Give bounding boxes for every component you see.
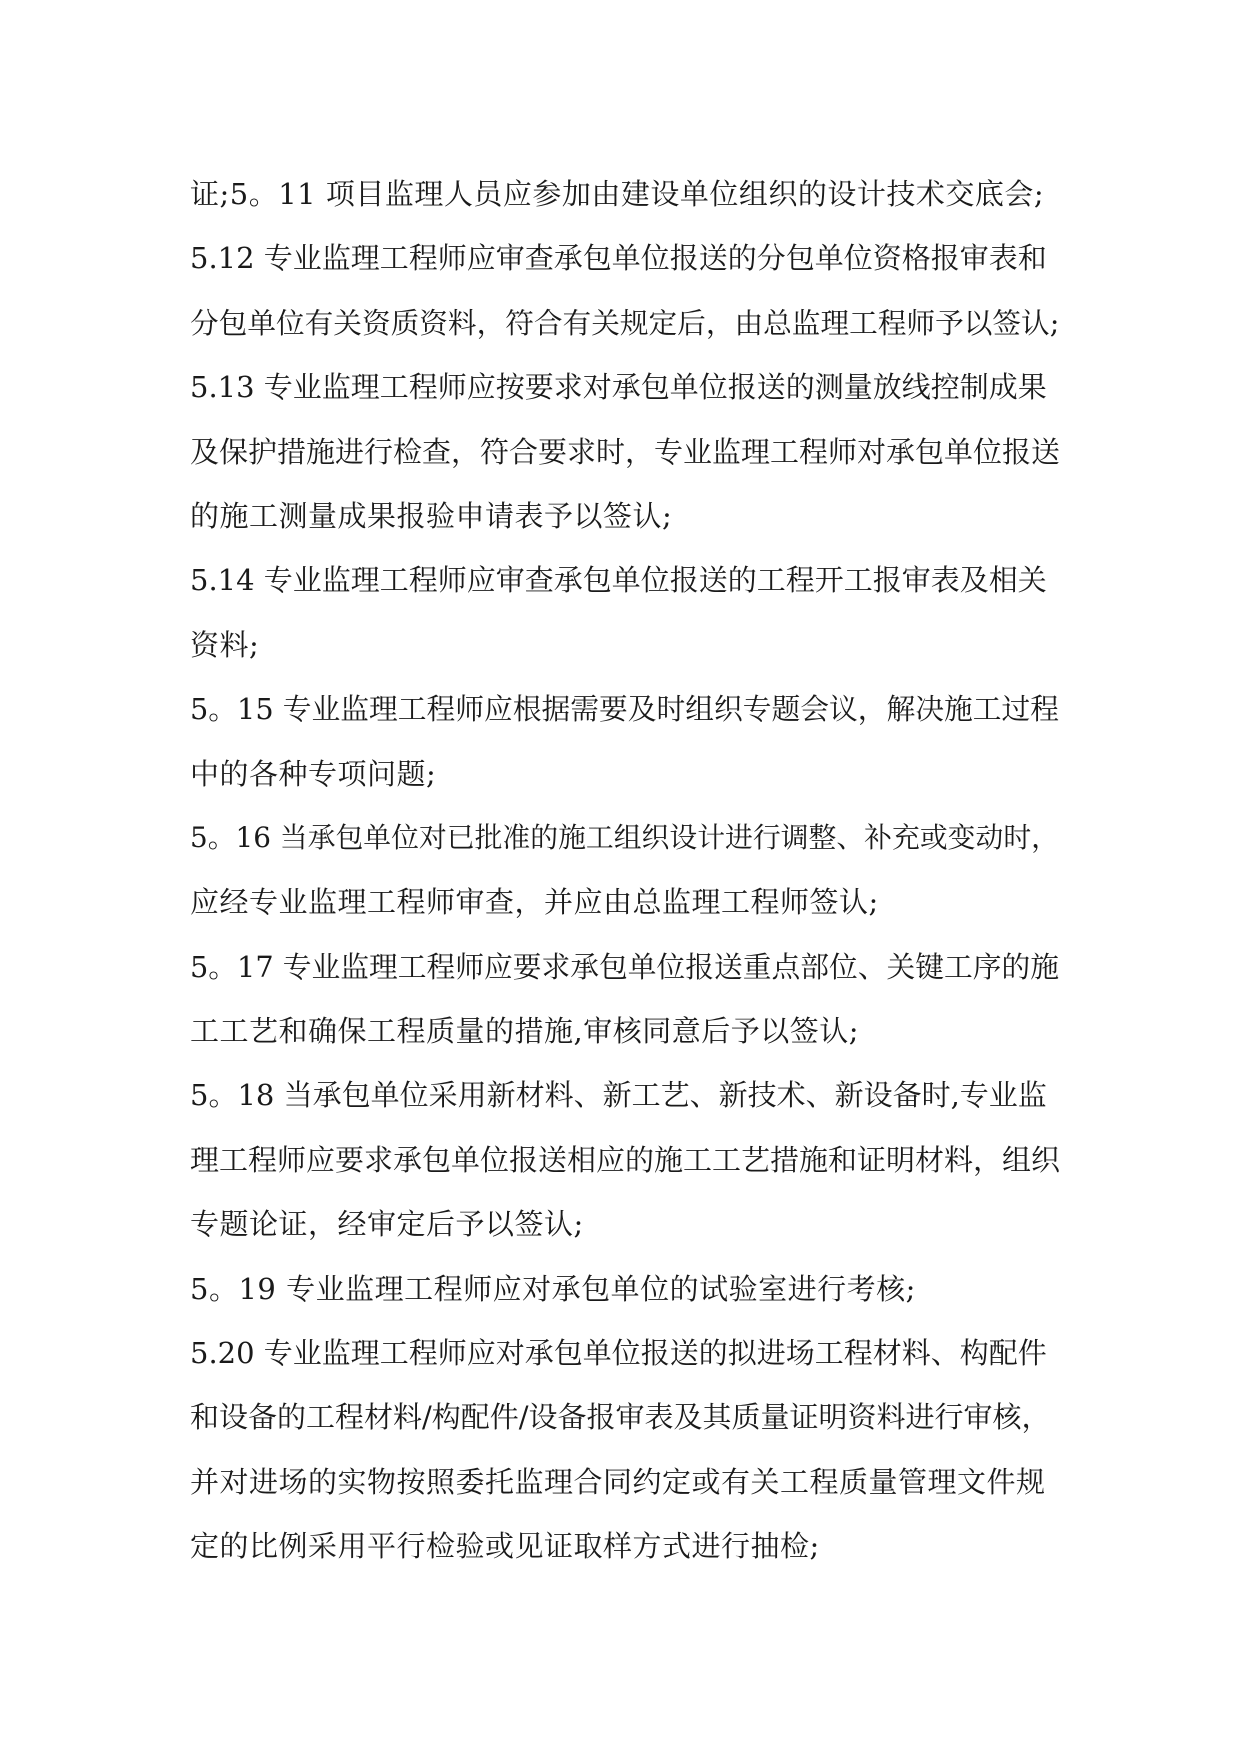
text-line-4: 5.13 专业监理工程师应按要求对承包单位报送的测量放线控制成果: [190, 370, 1047, 405]
text-line-10: 中的各种专项问题;: [190, 756, 437, 791]
text-line-12: 应经专业监理工程师审查，并应由总监理工程师签认;: [190, 885, 879, 920]
text-line-1: 证;5。11 项目监理人员应参加由建设单位组织的设计技术交底会;: [190, 177, 1045, 211]
text-line-16: 理工程师应要求承包单位报送相应的施工工艺措施和证明材料，组织: [190, 1142, 1061, 1177]
text-line-9: 5。15 专业监理工程师应根据需要及时组织专题会议，解决施工过程: [190, 692, 1060, 727]
text-line-18: 5。19 专业监理工程师应对承包单位的试验室进行考核;: [190, 1271, 916, 1306]
text-line-8: 资料;: [190, 627, 260, 662]
text-line-14: 工工艺和确保工程质量的措施,审核同意后予以签认;: [190, 1014, 859, 1049]
text-line-21: 并对进场的实物按照委托监理合同约定或有关工程质量管理文件规: [190, 1464, 1046, 1499]
text-line-17: 专题论证，经审定后予以签认;: [190, 1207, 584, 1242]
text-line-7: 5.14 专业监理工程师应审查承包单位报送的工程开工报审表及相关: [190, 563, 1047, 598]
text-line-22: 定的比例采用平行检验或见证取样方式进行抽检;: [190, 1529, 820, 1564]
text-line-11: 5。16 当承包单位对已批准的施工组织设计进行调整、补充或变动时，: [190, 820, 1059, 854]
text-line-15: 5。18 当承包单位采用新材料、新工艺、新技术、新设备时,专业监: [190, 1078, 1047, 1113]
body-text: [190, 162, 1060, 1579]
text-line-13: 5。17 专业监理工程师应要求承包单位报送重点部位、关键工序的施: [190, 949, 1060, 984]
text-line-5: 及保护措施进行检查，符合要求时，专业监理工程师对承包单位报送: [190, 434, 1061, 469]
text-line-20: 和设备的工程材料/构配件/设备报审表及其质量证明资料进行审核，: [190, 1400, 1051, 1435]
text-line-2: 5.12 专业监理工程师应审查承包单位报送的分包单位资格报审表和: [190, 241, 1047, 276]
text-line-3: 分包单位有关资质资料，符合有关规定后，由总监理工程师予以签认;: [190, 305, 1060, 340]
text-line-19: 5.20 专业监理工程师应对承包单位报送的拟进场工程材料、构配件: [190, 1336, 1047, 1371]
text-line-6: 的施工测量成果报验申请表予以签认;: [190, 498, 673, 533]
